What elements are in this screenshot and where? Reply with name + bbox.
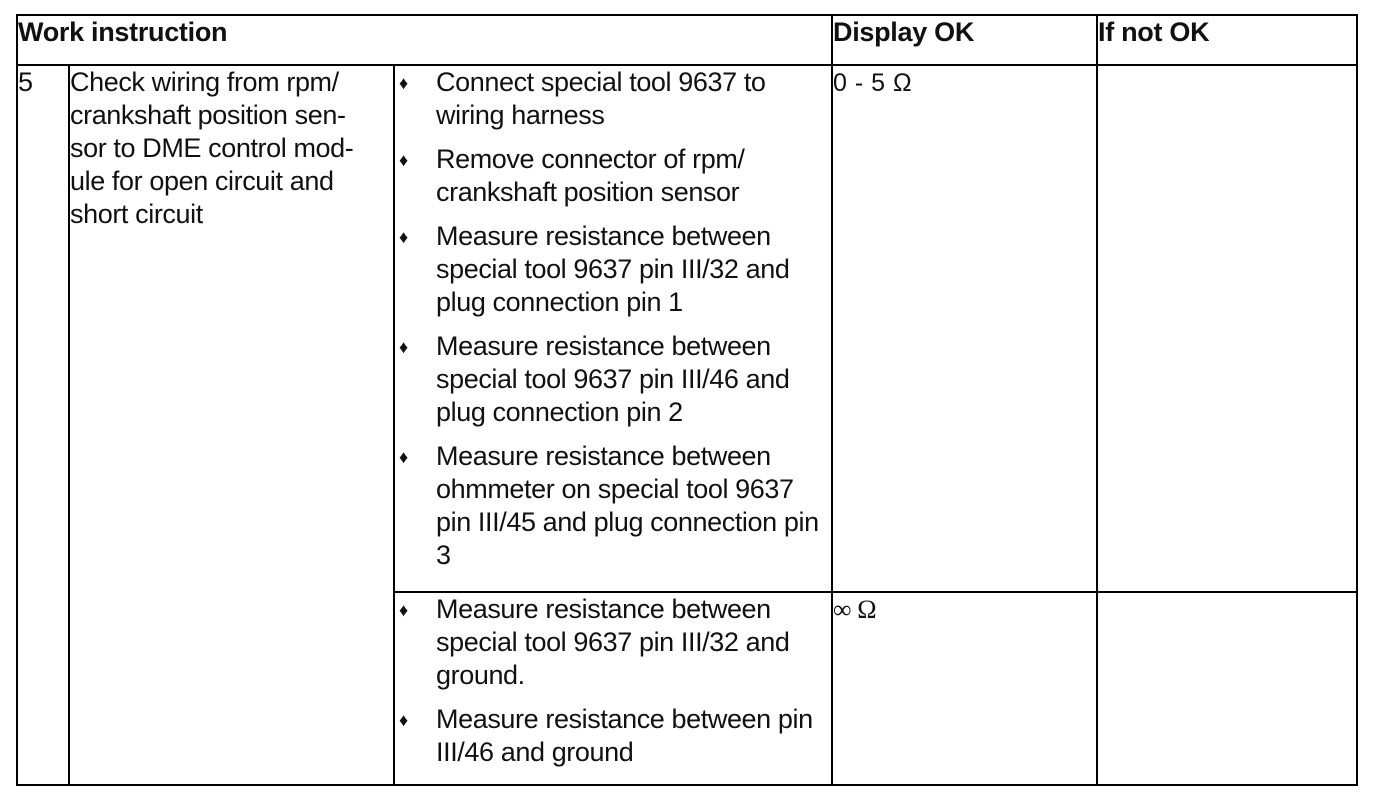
diamond-bullet-icon: ♦: [399, 227, 408, 247]
table-row: [17, 65, 1357, 592]
list-item: ♦ Connect special tool 9637 to wiring harness: [399, 67, 766, 130]
if-not-ok-value: [1097, 592, 1357, 785]
display-ok-value: ∞ Ω: [832, 592, 1097, 785]
header-row: [17, 15, 1357, 65]
display-ok-value: 0 - 5 Ω: [832, 65, 1097, 592]
diamond-bullet-icon: ♦: [399, 710, 408, 730]
list-item: ♦ Measure resistance between special tool 9637 pin III/32 and ground.: [399, 594, 790, 690]
header-work-instruction: Work instruction: [17, 15, 832, 65]
step-description: Check wiring from rpm/ crankshaft position sen- sor to DME control mod- ule for open circuit and short circuit: [69, 65, 394, 785]
diamond-bullet-icon: ♦: [399, 337, 408, 357]
step-number: 5: [17, 65, 69, 785]
diamond-bullet-icon: ♦: [399, 600, 408, 620]
work-instruction-document: [16, 14, 1356, 786]
list-item: ♦ Measure resistance between special tool 9637 pin III/46 and plug connection pin 2: [399, 331, 790, 427]
list-item: ♦ Measure resistance between special tool 9637 pin III/32 and plug connection pin 1: [399, 221, 790, 317]
diamond-bullet-icon: ♦: [399, 447, 408, 467]
list-item: ♦ Measure resistance between ohmmeter on special tool 9637 pin III/45 and plug connection pin 3: [399, 441, 819, 570]
diamond-bullet-icon: ♦: [399, 73, 408, 93]
if-not-ok-value: [1097, 65, 1357, 592]
list-item: ♦ Remove connector of rpm/ crankshaft position sensor: [399, 144, 745, 207]
diamond-bullet-icon: ♦: [399, 150, 408, 170]
action-list-open-circuit: [394, 65, 832, 592]
header-display-ok: Display OK: [832, 15, 1097, 65]
action-list-short-circuit: [394, 592, 832, 785]
work-instruction-table: [16, 14, 1358, 786]
header-if-not-ok: If not OK: [1097, 15, 1357, 65]
list-item: ♦ Measure resistance between pin III/46 and ground: [399, 704, 813, 767]
